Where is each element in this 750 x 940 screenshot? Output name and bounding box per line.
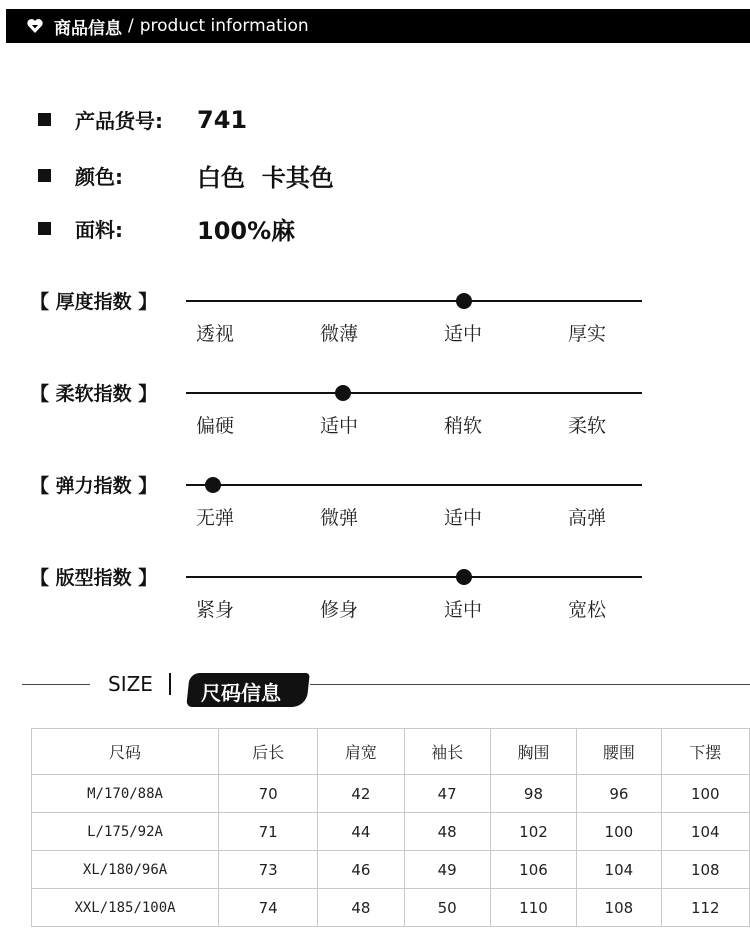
table-cell: 96 [577,775,661,813]
table-cell: 100 [661,775,749,813]
column-header: 下摆 [661,729,749,775]
table-cell: 98 [490,775,576,813]
scale-indicator-dot [205,477,221,493]
table-cell: 44 [318,813,404,851]
table-cell: 106 [490,851,576,889]
scale-name: 【 弹力指数 】 [30,475,158,497]
scale-tick: 适中 [444,599,483,621]
info-label: 颜色: [75,165,123,189]
table-cell: 73 [219,851,318,889]
table-cell: 100 [577,813,661,851]
table-cell: 112 [661,889,749,927]
scale-name: 【 柔软指数 】 [30,383,158,405]
scale-tick: 微薄 [320,323,359,345]
table-cell: 42 [318,775,404,813]
scale-tick: 适中 [320,415,359,437]
scale-tick: 修身 [320,599,359,621]
column-header: 袖长 [404,729,490,775]
info-row-fabric [38,211,295,246]
column-header: 胸围 [490,729,576,775]
scale-line [186,392,642,394]
info-row-color [38,158,334,193]
scale-fit [0,563,750,633]
size-info-title: 尺码信息 [201,681,281,705]
table-cell: 108 [577,889,661,927]
section-title: 商品信息 [54,18,122,39]
square-bullet-icon [38,113,51,126]
size-table [31,728,750,927]
info-row-item-number [38,105,247,134]
table-row [32,775,750,813]
scale-tick: 偏硬 [196,415,235,437]
scale-tick: 柔软 [568,415,607,437]
table-cell: 48 [404,813,490,851]
size-label: SIZE [108,672,153,696]
table-cell: 71 [219,813,318,851]
size-section-header [0,665,750,710]
scale-tick: 透视 [196,323,235,345]
section-header-bar [6,9,750,43]
scale-thickness [0,287,750,357]
table-cell: L/175/92A [32,813,219,851]
scale-line [186,300,642,302]
square-bullet-icon [38,222,51,235]
table-header-row [32,729,750,775]
table-cell: 48 [318,889,404,927]
divider [310,684,750,685]
scale-softness [0,379,750,449]
scale-indicator-dot [335,385,351,401]
table-cell: 104 [577,851,661,889]
table-cell: 110 [490,889,576,927]
scale-indicator-dot [456,569,472,585]
info-value: 白色 卡其色 [197,164,334,192]
table-cell: 74 [219,889,318,927]
scale-tick: 无弹 [196,507,235,529]
table-cell: 50 [404,889,490,927]
table-cell: 102 [490,813,576,851]
scale-name: 【 厚度指数 】 [30,291,158,313]
divider [22,684,90,685]
divider-bar [169,673,171,695]
scale-tick: 适中 [444,323,483,345]
scale-elasticity [0,471,750,541]
table-cell: XL/180/96A [32,851,219,889]
title-separator: / [128,16,134,36]
table-row [32,851,750,889]
scale-tick: 微弹 [320,507,359,529]
column-header: 尺码 [32,729,219,775]
table-cell: 104 [661,813,749,851]
info-label: 产品货号: [75,109,163,133]
scale-indicator-dot [456,293,472,309]
scale-line [186,576,642,578]
scale-tick: 紧身 [196,599,235,621]
heart-arrow-icon [26,17,44,35]
info-label: 面料: [75,218,123,242]
table-cell: 47 [404,775,490,813]
scale-tick: 稍软 [444,415,483,437]
column-header: 后长 [219,729,318,775]
table-cell: 46 [318,851,404,889]
scale-tick: 厚实 [568,323,607,345]
info-value: 100%麻 [197,217,296,245]
table-cell: M/170/88A [32,775,219,813]
scale-tick: 高弹 [568,507,607,529]
table-row [32,889,750,927]
table-cell: XXL/185/100A [32,889,219,927]
scale-name: 【 版型指数 】 [30,567,158,589]
table-cell: 70 [219,775,318,813]
table-cell: 49 [404,851,490,889]
column-header: 腰围 [577,729,661,775]
scale-tick: 宽松 [568,599,607,621]
column-header: 肩宽 [318,729,404,775]
info-value: 741 [197,105,248,134]
scale-line [186,484,642,486]
table-cell: 108 [661,851,749,889]
table-row [32,813,750,851]
square-bullet-icon [38,169,51,182]
scale-tick: 适中 [444,507,483,529]
section-subtitle: product information [139,16,309,36]
